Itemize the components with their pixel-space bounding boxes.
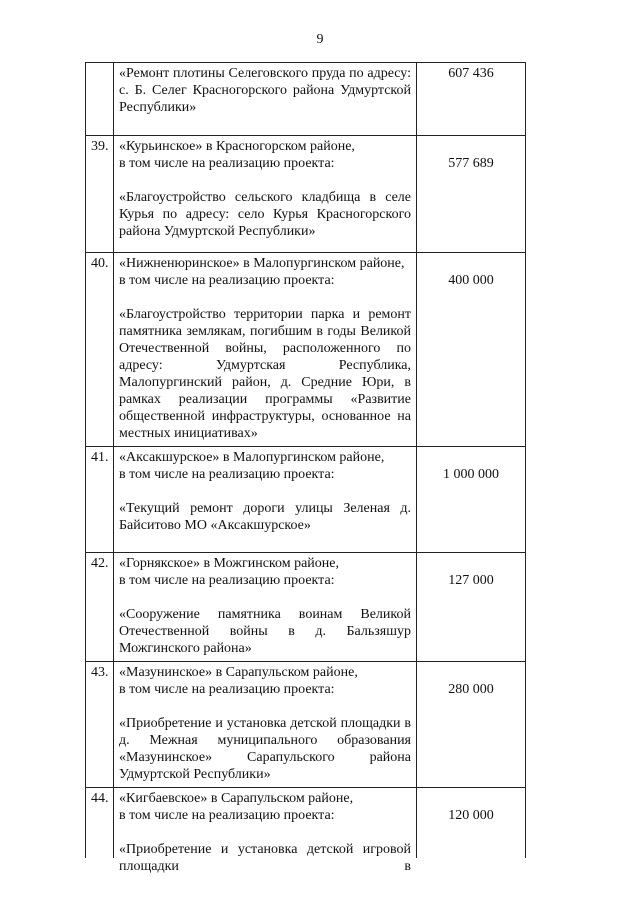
row-text-cell bbox=[114, 253, 417, 447]
amount-value: 280 000 bbox=[448, 682, 494, 697]
amount-value: 1 000 000 bbox=[443, 467, 499, 482]
row-number: 39. bbox=[86, 136, 114, 253]
row-number: 44. bbox=[86, 788, 114, 859]
project-subtitle: в том числе на реализацию проекта: bbox=[119, 273, 335, 288]
project-subtitle: в том числе на реализацию проекта: bbox=[119, 682, 335, 697]
municipality-name: «Кигбаевское» в Сарапульском районе, bbox=[119, 791, 354, 806]
row-number-cell bbox=[86, 63, 114, 136]
table-row bbox=[86, 253, 526, 447]
amount-cell bbox=[417, 553, 526, 662]
row-text-cell bbox=[114, 553, 417, 662]
amount-cell bbox=[417, 788, 526, 859]
page-number: 9 bbox=[316, 32, 324, 47]
amount-cell bbox=[417, 253, 526, 447]
project-description: «Приобретение и установка детской площадки в д. Межная муниципального образования «Мазунинское» Сарапульского района Удмуртской Республики» bbox=[119, 716, 411, 782]
project-description: «Сооружение памятника воинам Великой Отечественной войны в д. Бальзяшур Можгинского района» bbox=[119, 607, 411, 656]
municipality-name: «Аксакшурское» в Малопургинском районе, bbox=[119, 450, 385, 465]
project-description: «Благоустройство территории парка и ремонт памятника землякам, погибшим в годы Великой Отечественной войны, расположенного по адресу: Удмуртская Республика, Малопургинский район, д. Средние Юри, в рамках реализации программы «Развитие общественной инфраструктуры, основанное на местных инициативах» bbox=[119, 307, 411, 441]
project-subtitle: в том числе на реализацию проекта: bbox=[119, 467, 335, 482]
table-row bbox=[86, 553, 526, 662]
row-number: 42. bbox=[86, 553, 114, 662]
row-text-cell bbox=[114, 662, 417, 788]
project-subtitle: в том числе на реализацию проекта: bbox=[119, 573, 335, 588]
table-row bbox=[86, 447, 526, 553]
row-text-cell bbox=[114, 788, 417, 874]
amount-cell bbox=[417, 447, 526, 553]
municipality-name: «Мазунинское» в Сарапульском районе, bbox=[119, 665, 358, 680]
table-row bbox=[86, 136, 526, 253]
municipality-name: «Курьинское» в Красногорском районе, bbox=[119, 139, 355, 154]
amount-cell: 607 436 bbox=[417, 63, 526, 136]
municipality-name: «Горнякское» в Можгинском районе, bbox=[119, 556, 340, 571]
row-text-cell bbox=[114, 136, 417, 253]
amount-value: 120 000 bbox=[448, 808, 494, 823]
municipality-name: «Нижненюринское» в Малопургинском районе, bbox=[119, 256, 405, 271]
budget-table bbox=[85, 62, 526, 874]
project-description: «Благоустройство сельского кладбища в селе Курья по адресу: село Курья Красногорского района Удмуртской Республики» bbox=[119, 190, 411, 239]
table-row bbox=[86, 788, 526, 859]
project-description: «Ремонт плотины Селеговского пруда по адресу: с. Б. Селег Красногорского района Удмуртской Республики» bbox=[119, 66, 411, 115]
amount-value: 127 000 bbox=[448, 573, 494, 588]
project-description: «Текущий ремонт дороги улицы Зеленая д. Байситово МО «Аксакшурское» bbox=[119, 501, 411, 533]
row-number: 40. bbox=[86, 253, 114, 447]
table-row bbox=[86, 662, 526, 788]
amount-cell bbox=[417, 662, 526, 788]
table-row bbox=[86, 63, 526, 136]
amount-cell bbox=[417, 136, 526, 253]
row-number: 41. bbox=[86, 447, 114, 553]
project-description: «Приобретение и установка детской игровой площадки в bbox=[119, 842, 411, 874]
amount-value: 577 689 bbox=[448, 156, 494, 171]
amount-value: 400 000 bbox=[448, 273, 494, 288]
project-subtitle: в том числе на реализацию проекта: bbox=[119, 808, 335, 823]
project-subtitle: в том числе на реализацию проекта: bbox=[119, 156, 335, 171]
row-text-cell bbox=[114, 447, 417, 553]
row-text-cell bbox=[114, 63, 417, 136]
row-number: 43. bbox=[86, 662, 114, 788]
